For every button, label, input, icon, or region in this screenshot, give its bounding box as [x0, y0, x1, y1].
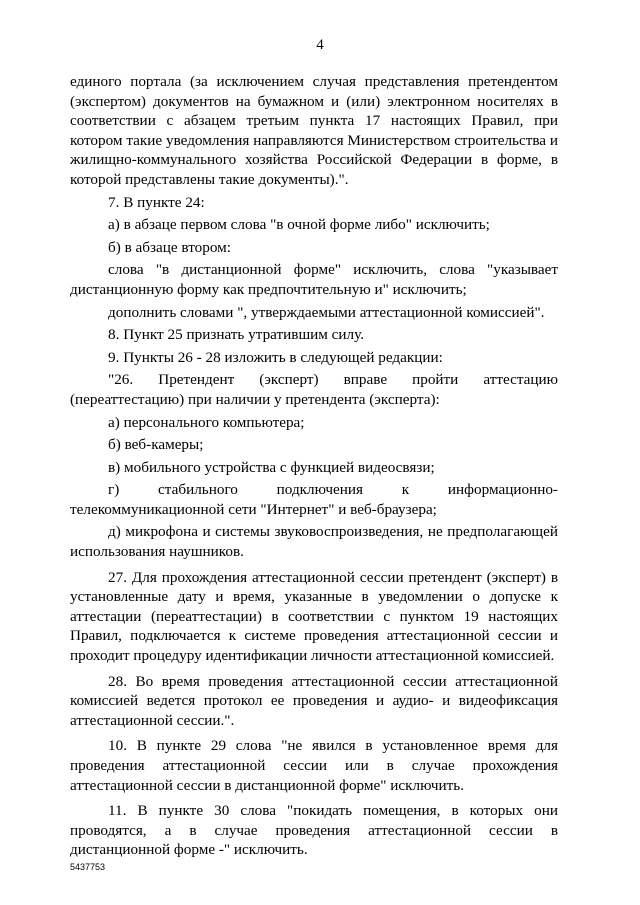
paragraph-clause-26b: б) веб-камеры; — [108, 436, 204, 454]
paragraph-item-9: 9. Пункты 26 - 28 изложить в следующей редакции: — [108, 348, 443, 366]
paragraph-clause-28: 28. Во время проведения аттестационной сессии аттестационной комиссией ведется протокол ее проведения и аудио- и видеофиксация аттестационной сессии.". — [70, 672, 558, 729]
paragraph-portal-continuation: единого портала (за исключением случая представления претендентом (экспертом) документов на бумажном и (или) электронном носителях в соответствии с абзацем третьим пункта 17 настоящих Правил, при котором такие уведомления направляются Министерством строительства и жилищно-коммунального хозяйства Российской Федерации в форме, в которой представлены такие документы).". — [70, 73, 558, 188]
document-id: 5437753 — [70, 862, 106, 872]
paragraph-clause-27: 27. Для прохождения аттестационной сессии претендент (эксперт) в установленные дату и время, указанные в уведомлении о допуске к аттестации (переаттестации) в соответствии с пунктом 19 настоящих Правил, подключается к системе проведения аттестационной сессии и проходит процедуру идентификации личности аттестационной комиссией. — [70, 568, 558, 665]
paragraph-clause-26a: а) персонального компьютера; — [108, 413, 305, 431]
paragraph-item-10: 10. В пункте 29 слова "не явился в установленное время для проведения аттестационной сессии или в случае прохождения аттестационной сессии в дистанционной форме" исключить. — [70, 737, 558, 794]
paragraph-item-11: 11. В пункте 30 слова "покидать помещения, в которых они проводятся, а в случае проведения аттестационной сессии в дистанционной форме -" исключить. — [70, 802, 558, 859]
paragraph-clause-26d: г) стабильного подключения к информационно-телекоммуникационной сети "Интернет" и веб-браузера; — [70, 481, 558, 518]
page-number: 4 — [316, 37, 324, 53]
paragraph-item-7b-words: слова "в дистанционной форме" исключить, слова "указывает дистанционную форму как предпочтительную и" исключить; — [70, 261, 558, 298]
document-body — [70, 72, 558, 860]
paragraph-clause-26c: в) мобильного устройства с функцией видеосвязи; — [108, 458, 435, 476]
paragraph-item-8: 8. Пункт 25 признать утратившим силу. — [108, 326, 364, 344]
paragraph-clause-26: "26. Претендент (эксперт) вправе пройти аттестацию (переаттестацию) при наличии у претендента (эксперта): — [70, 371, 558, 408]
paragraph-clause-26e: д) микрофона и системы звуковоспроизведения, не предполагающей использования наушников. — [70, 523, 558, 561]
paragraph-item-7a: а) в абзаце первом слова "в очной форме либо" исключить; — [108, 216, 490, 234]
paragraph-item-7b-add: дополнить словами ", утверждаемыми аттестационной комиссией". — [108, 303, 545, 321]
paragraph-item-7b: б) в абзаце втором: — [108, 238, 231, 256]
paragraph-item-7: 7. В пункте 24: — [108, 193, 205, 211]
